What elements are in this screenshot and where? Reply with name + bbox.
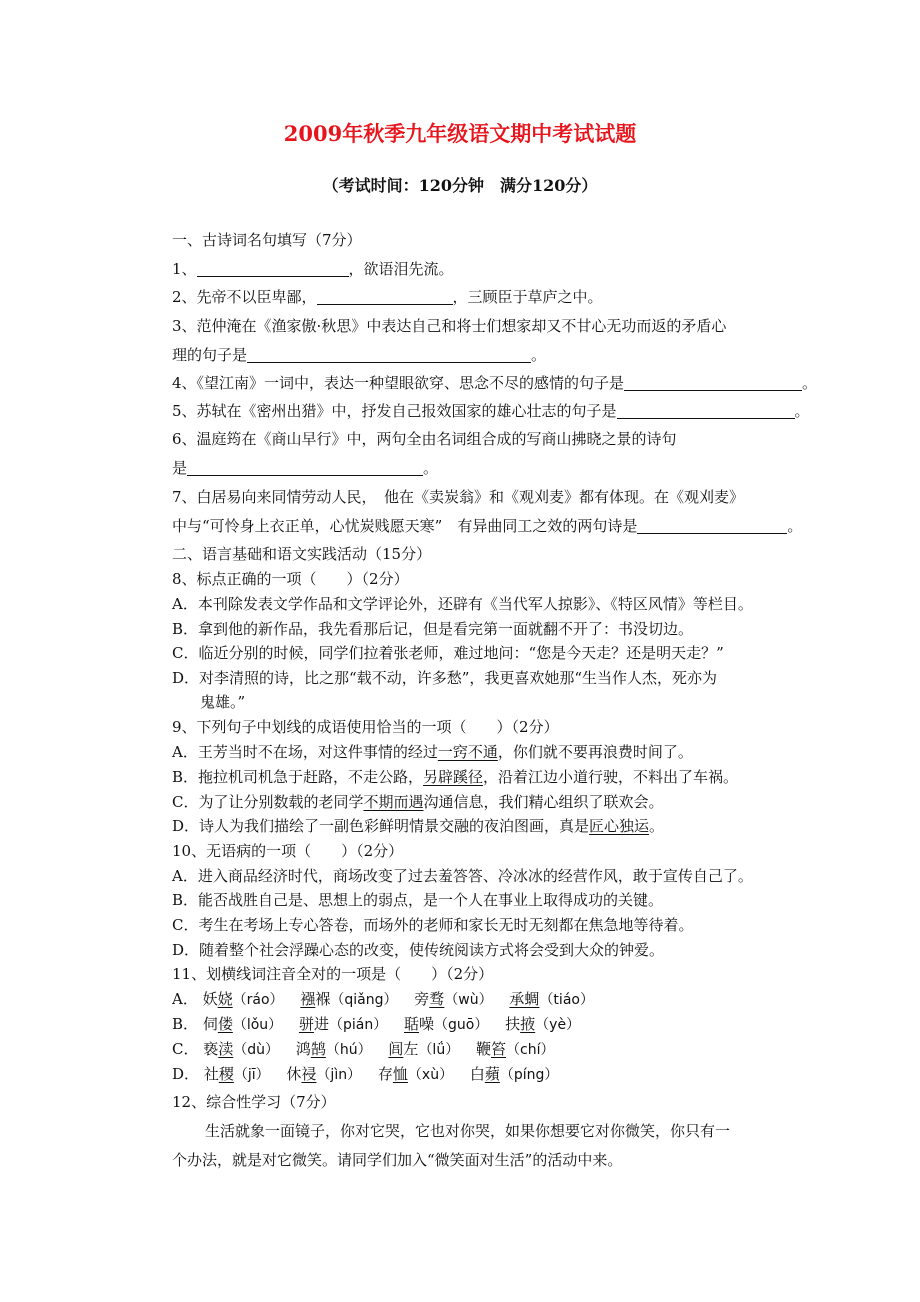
section2-heading: 二、语言基础和语文实践活动（15分） (172, 545, 432, 563)
q10-option-d: D．随着整个社会浮躁心态的改变，使传统阅读方式将会受到大众的钟爱。 (172, 941, 665, 959)
q7-line1: 7、白居易向来同情劳动人民， 他在《卖炭翁》和《观刈麦》都有体现。在《观刈麦》 (172, 488, 745, 506)
q9-stem: 9、下列句子中划线的成语使用恰当的一项（ ）（2分） (172, 718, 559, 736)
q6-line1: 6、温庭筠在《商山早行》中，两句全由名词组合成的写商山拂晓之景的诗句 (172, 430, 677, 448)
answer-blank[interactable] (247, 346, 531, 363)
q8-option-d: D．对李清照的诗，比之那“载不动，许多愁”，我更喜欢她那“生当作人杰，死亦为 (172, 669, 718, 687)
exam-subtitle: （考试时间：120分钟 满分120分） (322, 176, 598, 195)
q11-option-b: B． 伺偻（lǒu） 骈进（pián） 聒噪（guō） 扶掖（yè） (172, 1015, 581, 1033)
pinyin-pair: 存恤（xù） (377, 1065, 454, 1083)
q10-option-b: B．能否战胜自己是、思想上的弱点，是一个人在事业上取得成功的关键。 (172, 891, 664, 909)
pinyin-pair: 扶掖（yè） (505, 1015, 581, 1033)
q4: 4、《望江南》一词中，表达一种望眼欲穿、思念不尽的感情的句子是 。 (172, 374, 818, 392)
answer-blank[interactable] (637, 517, 787, 534)
q8-option-d-cont: 鬼雄。” (200, 693, 246, 711)
q2: 2、先帝不以臣卑鄙， ，三顾臣于草庐之中。 (172, 288, 603, 306)
pinyin-pair: 襁褓（qiǎng） (300, 990, 398, 1008)
q11-option-d: D． 社稷（jī） 休祲（jìn） 存恤（xù） 白蘋（píng） (172, 1065, 559, 1083)
q10-stem: 10、无语病的一项（ ）（2分） (172, 842, 404, 860)
underlined-idiom: 另辟蹊径 (423, 768, 484, 786)
answer-blank[interactable] (617, 402, 795, 419)
q11-option-a: A． 妖娆（ráo） 襁褓（qiǎng） 旁骛（wù） 承蜩（tiáo） (172, 990, 594, 1008)
answer-blank[interactable] (187, 459, 423, 476)
q10-option-a: A．进入商品经济时代，商场改变了过去羞答答、冷冰冰的经营作风，敢于宣传自己了。 (172, 867, 753, 885)
q11-option-c: C． 亵渎（dù） 鸿鹄（hú） 闾左（lǘ） 鞭笞（chí） (172, 1040, 555, 1058)
q8-option-a: A．本刊除发表文学作品和文学评论外，还辟有《当代军人掠影》、《特区风情》等栏目。 (172, 595, 753, 613)
answer-blank[interactable] (317, 288, 453, 305)
pinyin-pair: 妖娆（ráo） (202, 990, 284, 1008)
pinyin-pair: 鸿鹄（hú） (295, 1040, 372, 1058)
q11-stem: 11、划横线词注音全对的一项是（ ）（2分） (172, 965, 494, 983)
q8-stem: 8、标点正确的一项（ ）（2分） (172, 570, 409, 588)
pinyin-pair: 承蜩（tiáo） (509, 990, 594, 1008)
q8-option-c: C．临近分别的时候，同学们拉着张老师，难过地问：“您是今天走？还是明天走？” (172, 644, 724, 662)
pinyin-pair: 休祲（jìn） (286, 1065, 362, 1083)
pinyin-pair: 鞭笞（chí） (475, 1040, 555, 1058)
pinyin-pair: 旁骛（wù） (414, 990, 493, 1008)
q9-option-d: D．诗人为我们描绘了一副色彩鲜明情景交融的夜泊图画，真是匠心独运。 (172, 817, 665, 835)
q9-option-b: B．拖拉机司机急于赶路，不走公路，另辟蹊径，沿着江边小道行驶，不料出了车祸。 (172, 768, 739, 786)
underlined-idiom: 一窍不通 (437, 743, 498, 761)
underlined-idiom: 不期而遇 (363, 793, 424, 811)
q9-option-a: A．王芳当时不在场，对这件事情的经过一窍不通，你们就不要再浪费时间了。 (172, 743, 693, 761)
pinyin-pair: 白蘋（píng） (469, 1065, 559, 1083)
pinyin-pair: 闾左（lǘ） (388, 1040, 460, 1058)
pinyin-pair: 伺偻（lǒu） (202, 1015, 283, 1033)
q1: 1、 ，欲语泪先流。 (172, 260, 454, 278)
q10-option-c: C．考生在考场上专心答卷，而场外的老师和家长无时无刻都在焦急地等待着。 (172, 916, 694, 934)
q5: 5、苏轼在《密州出猎》中，抒发自己报效国家的雄心壮志的句子是 。 (172, 402, 810, 420)
q12-paragraph-line2: 个办法，就是对它微笑。请同学们加入“微笑面对生活”的活动中来。 (172, 1151, 623, 1169)
q3-line2: 理的句子是 。 (172, 346, 547, 364)
answer-blank[interactable] (197, 260, 349, 277)
q3-line1: 3、范仲淹在《渔家傲·秋思》中表达自己和将士们想家却又不甘心无功而返的矛盾心 (172, 317, 727, 335)
q12-paragraph-line1: 生活就象一面镜子，你对它哭，它也对你哭，如果你想要它对你微笑，你只有一 (205, 1122, 731, 1140)
q6-line2: 是 。 (172, 459, 439, 477)
pinyin-pair: 社稷（jī） (203, 1065, 270, 1083)
pinyin-pair: 亵渎（dù） (203, 1040, 280, 1058)
section1-heading: 一、古诗词名句填写（7分） (172, 231, 362, 249)
underlined-idiom: 匠心独运 (589, 817, 650, 835)
exam-title: 2009年秋季九年级语文期中考试试题 (283, 121, 637, 146)
q9-option-c: C．为了让分别数载的老同学不期而遇沟通信息，我们精心组织了联欢会。 (172, 793, 664, 811)
pinyin-pair: 聒噪（guō） (404, 1015, 489, 1033)
q7-line2: 中与“可怜身上衣正单，心忧炭贱愿天寒” 有异曲同工之效的两句诗是 。 (172, 517, 803, 535)
answer-blank[interactable] (624, 374, 802, 391)
q12-stem: 12、综合性学习（7分） (172, 1093, 336, 1111)
q8-option-b: B．拿到他的新作品，我先看那后记，但是看完第一面就翻不开了：书没切边。 (172, 620, 694, 638)
pinyin-pair: 骈进（pián） (298, 1015, 388, 1033)
